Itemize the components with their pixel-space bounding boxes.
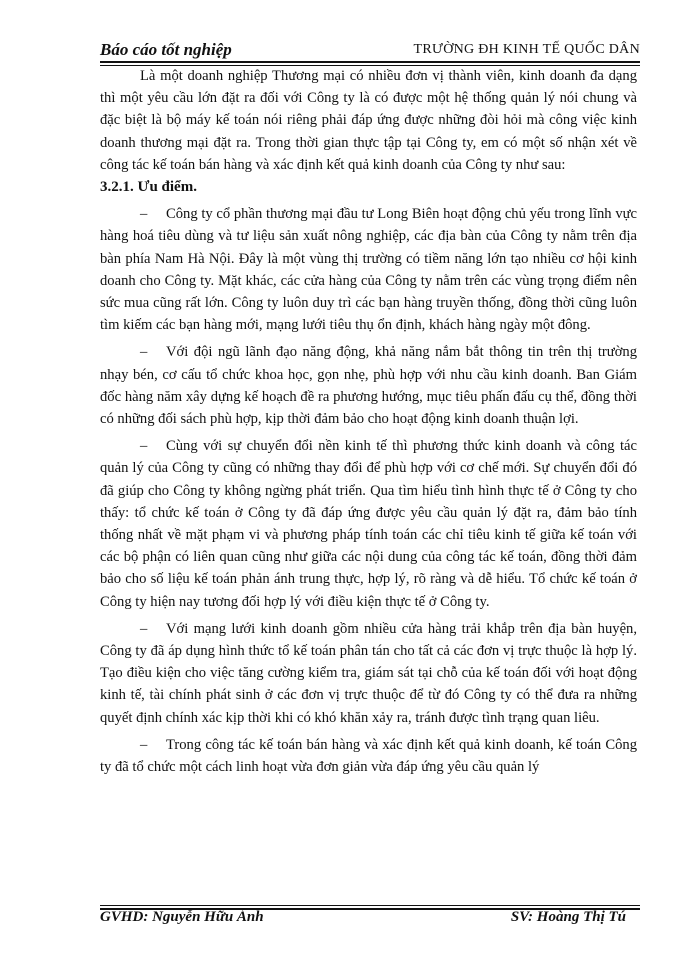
bullet-paragraph bbox=[100, 618, 637, 729]
intro-paragraph: Là một doanh nghiệp Thương mại có nhiều đơn vị thành viên, kinh doanh đa dạng thì một yêu cầu lớn đặt ra đối với Công ty là có được một hệ thống quản lý nói chung và đặc biệt là bộ máy kế toán nói riêng phải đáp ứng được những đòi hỏi mà công việc kinh doanh thương mại đặt ra. Trong thời gian thực tập tại Công ty, em có một số nhận xét về công tác kế toán bán hàng và xác định kết quả kinh doanh của Công ty như sau: bbox=[100, 68, 637, 173]
bullet-paragraph bbox=[100, 435, 637, 613]
dash-bullet: – bbox=[140, 438, 148, 455]
footer-rule-thin bbox=[100, 905, 640, 906]
bullet-paragraph bbox=[100, 734, 637, 778]
dash-bullet: – bbox=[140, 206, 148, 223]
dash-bullet: – bbox=[140, 620, 148, 637]
student-name: SV: Hoàng Thị Tú bbox=[510, 909, 626, 925]
section-heading: 3.2.1. Ưu điểm. bbox=[100, 179, 197, 196]
header-rule bbox=[100, 61, 640, 63]
bullet-paragraph bbox=[100, 341, 637, 430]
supervisor-name: GVHD: Nguyễn Hữu Ánh bbox=[100, 909, 264, 925]
page-header bbox=[100, 38, 640, 60]
body-text bbox=[100, 65, 637, 783]
bullet-text: Cùng với sự chuyển đổi nền kinh tế thì phương thức kinh doanh và công tác quản lý của Công ty cũng có những thay đổi để phù hợp với cơ chế mới. Sự chuyển đổi đó đã giúp cho Công ty không ngừng phát triển. Qua tìm hiểu tình hình thực tế ở Công ty cho thấy: tổ chức kế toán ở Công ty đã đáp ứng được yêu cầu quản lý đặt ra, đảm bảo tính thống nhất về mặt phạm vi và phương pháp tính toán các chỉ tiêu kinh tế giữa kế toán với các bộ phận có liên quan cũng như giữa các nội dung của công tác kế toán, đồng thời đảm bảo cho số liệu kế toán phản ánh trung thực, hợp lý, rõ ràng và dễ hiểu. Tổ chức kế toán ở Công ty hiện nay tương đối hợp lý với điều kiện thực tế ở Công ty. bbox=[100, 438, 637, 610]
page-footer bbox=[100, 909, 640, 931]
bullet-text: Công ty cổ phần thương mại đầu tư Long Biên hoạt động chủ yếu trong lĩnh vực hàng hoá tiêu dùng và tư liệu sản xuất nông nghiệp, các địa bàn của Công ty nằm trên địa bàn phía Nam Hà Nội. Đây là một vùng thị trường có tiềm năng lớn tạo nhiều cơ hội kinh doanh cho Công ty. Mặt khác, các cửa hàng của Công ty nằm trên các vùng trọng điểm nên sức mua cũng rất lớn. Công ty luôn duy trì các bạn hàng truyền thống, đồng thời cũng luôn tìm kiếm các bạn hàng mới, mạng lưới tiêu thụ ổn định, khách hàng ngày một đông. bbox=[100, 206, 637, 334]
dash-bullet: – bbox=[140, 344, 148, 361]
bullet-text: Với mạng lưới kinh doanh gồm nhiều cửa hàng trải khắp trên địa bàn huyện, Công ty đã áp dụng hình thức tổ kế toán phân tán cho tất cả các đơn vị trực thuộc là hợp lý. Tạo điều kiện cho việc tăng cường kiểm tra, giám sát tại chỗ của kế toán đối với hoạt động kinh tế, tài chính phát sinh ở các đơn vị trực thuộc để từ đó Công ty có thể đưa ra những quyết định chính xác kịp thời khi có khó khăn xảy ra, tránh được tình trạng quan liêu. bbox=[100, 620, 637, 726]
bullet-text: Với đội ngũ lãnh đạo năng động, khả năng nắm bắt thông tin trên thị trường nhạy bén, cơ cấu tổ chức khoa học, gọn nhẹ, phù hợp với nhu cầu kinh doanh. Ban Giám đốc hàng năm xây dựng kế hoạch đề ra phương hướng, mục tiêu phấn đấu cụ thể, đồng thời có những đối sách phù hợp, kịp thời đảm bảo cho hoạt động kinh doanh thuận lợi. bbox=[100, 344, 637, 428]
university-name: TRƯỜNG ĐH KINH TẾ QUỐC DÂN bbox=[413, 42, 640, 57]
report-title: Báo cáo tốt nghiệp bbox=[100, 40, 232, 59]
bullet-text: Trong công tác kế toán bán hàng và xác định kết quả kinh doanh, kế toán Công ty đã tổ chức một cách linh hoạt vừa đơn giản vừa đáp ứng yêu cầu quản lý bbox=[100, 736, 637, 776]
dash-bullet: – bbox=[140, 736, 148, 753]
bullet-paragraph bbox=[100, 203, 637, 336]
